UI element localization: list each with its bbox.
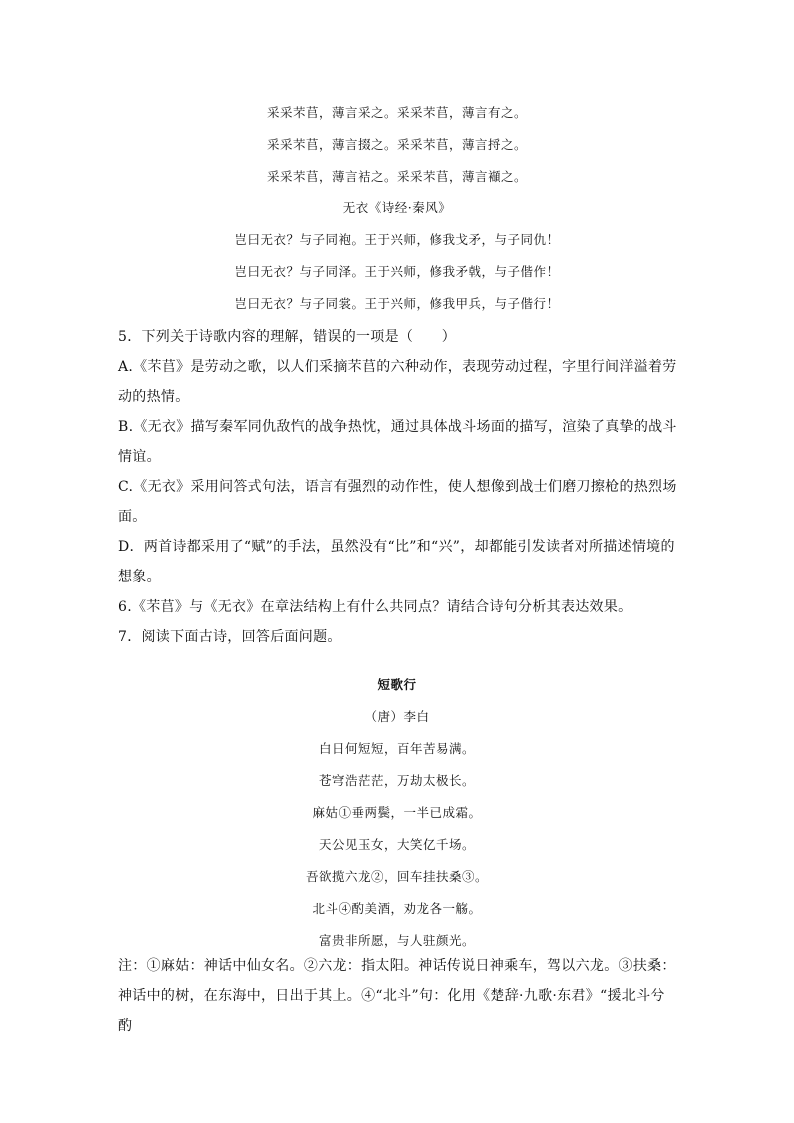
question-6-stem: 6.《芣苢》与《无衣》在章法结构上有什么共同点？请结合诗句分析其表达效果。: [118, 599, 633, 615]
poem-line: 白日何短短，百年苦易满。: [318, 741, 475, 756]
poem-line: 苍穹浩茫茫，万劫太极长。: [318, 773, 475, 788]
poem-line: 岂曰无衣？与子同袍。王于兴师，修我戈矛，与子同仇！: [234, 232, 560, 247]
notes-section: [118, 951, 678, 1041]
question-5-option-b: B.《无衣》描写秦军同仇敌忾的战争热忱，通过具体战斗场面的描写，渲染了真挚的战斗情谊。: [118, 419, 677, 465]
poem-line: 采采芣苢，薄言采之。采采芣苢，薄言有之。: [266, 105, 527, 120]
poem-wuyi: [118, 192, 676, 320]
poem-line: 北斗④酌美酒，劝龙各一觞。: [312, 901, 482, 916]
poem-title: 短歌行: [377, 677, 417, 692]
poem-fuyi: [118, 97, 676, 193]
poem-duangexing: [118, 669, 676, 957]
question-5-stem: 5．下列关于诗歌内容的理解，错误的一项是（ ）: [118, 329, 457, 345]
poem-line: 天公见玉女，大笑亿千场。: [318, 837, 475, 852]
question-5-option-a: A.《芣苢》是劳动之歌，以人们采摘芣苢的六种动作，表现劳动过程，字里行间洋溢着劳动的热情。: [118, 359, 677, 405]
poem-line: 岂曰无衣？与子同裳。王于兴师，修我甲兵，与子偕行！: [234, 296, 560, 311]
poem-title: 无衣《诗经·秦风》: [342, 200, 452, 215]
question-5-option-c: C.《无衣》采用问答式句法，语言有强烈的动作性，使人想像到战士们磨刀擦枪的热烈场面。: [118, 479, 677, 525]
poem-line: 吾欲揽六龙②，回车挂扶桑③。: [305, 869, 488, 884]
poem-line: 麻姑①垂两鬓，一半已成霜。: [312, 805, 482, 820]
question-5-option-d: D．两首诗都采用了“赋”的手法，虽然没有“比”和“兴”，却都能引发读者对所描述情境的想象。: [118, 539, 675, 585]
poem-notes: 注：①麻姑：神话中仙女名。②六龙：指太阳。神话传说日神乘车，驾以六龙。③扶桑：神话中的树，在东海中，日出于其上。④“北斗”句：化用《楚辞·九歌·东君》“援北斗兮酌: [118, 958, 676, 1034]
poem-line: 富贵非所愿，与人驻颜光。: [318, 933, 475, 948]
poem-line: 岂曰无衣？与子同泽。王于兴师，修我矛戟，与子偕作！: [234, 264, 560, 279]
poem-line: 采采芣苢，薄言掇之。采采芣苢，薄言捋之。: [266, 137, 527, 152]
poem-author: （唐）李白: [364, 709, 430, 724]
question-7-stem: 7．阅读下面古诗，回答后面问题。: [118, 629, 342, 645]
poem-line: 采采芣苢，薄言袺之。采采芣苢，薄言襭之。: [266, 169, 527, 184]
questions-section: [118, 322, 678, 652]
